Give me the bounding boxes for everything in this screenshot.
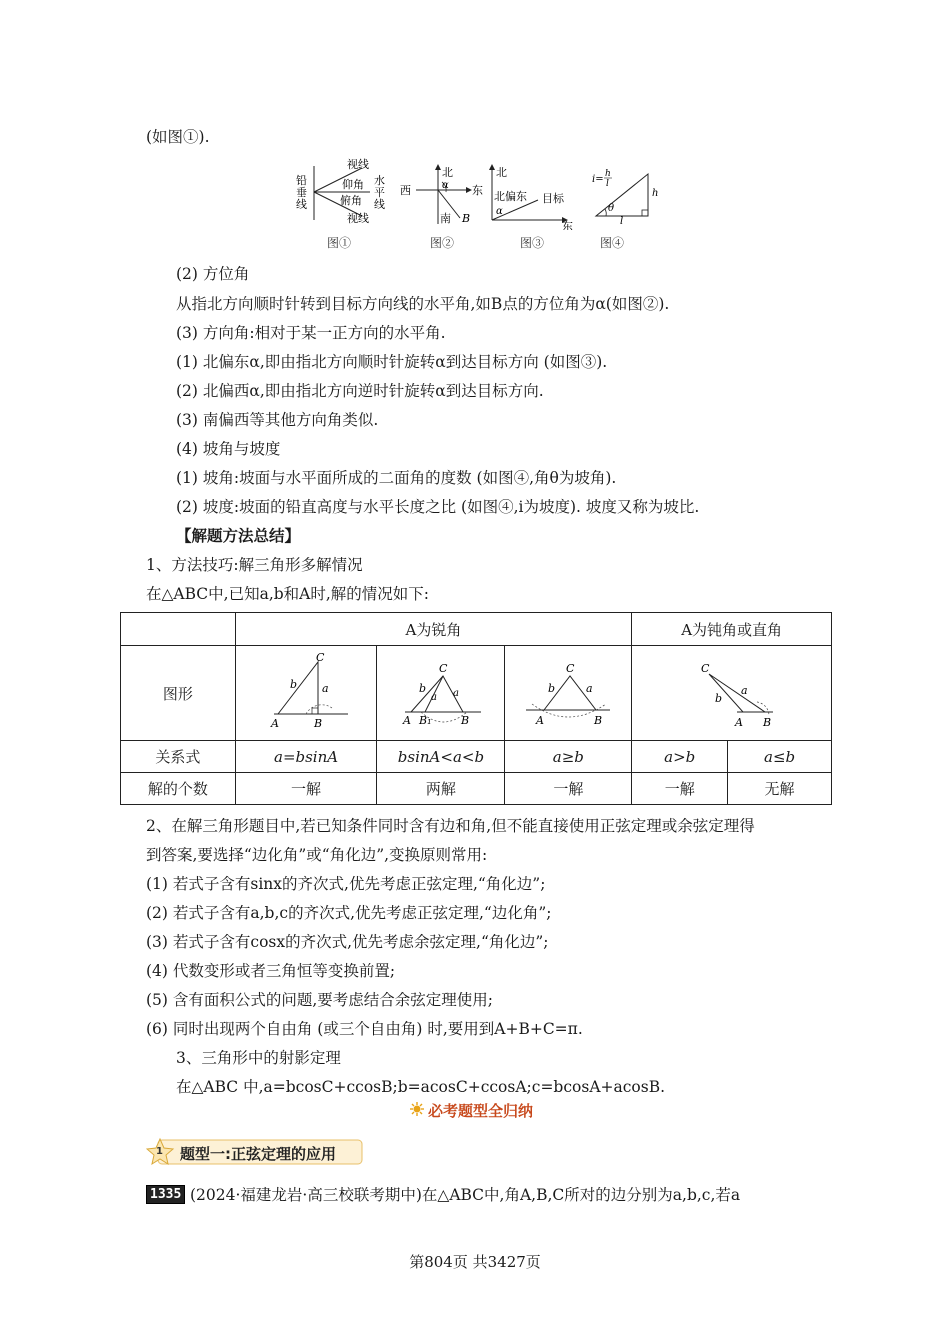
fig-cell-3 xyxy=(505,646,632,741)
figure-3-direction-angle xyxy=(488,162,588,230)
svg-text:a: a xyxy=(452,688,459,699)
line-fangxiangjiao: (3) 方向角:相对于某一正方向的水平角. xyxy=(176,324,446,342)
svg-text:C: C xyxy=(438,662,448,675)
line-projection-formula: 在△ABC 中,a=bcosC+ccosB;b=acosC+ccosA;c=bcosA+acosB. xyxy=(176,1078,666,1096)
line-method-1: 1、方法技巧:解三角形多解情况 xyxy=(146,556,363,574)
header-obtuse: A为钝角或直角 xyxy=(632,613,832,646)
count-4: 一解 xyxy=(632,773,728,805)
svg-text:b: b xyxy=(714,692,722,705)
line-rule-3: (3) 若式子含有cosx的齐次式,优先考虑余弦定理,“角化边”; xyxy=(146,933,549,951)
caption-fig4: 图④ xyxy=(600,236,625,250)
fig3-mubiao: 目标 xyxy=(542,192,564,205)
fig1-fujiao: 俯角 xyxy=(340,194,362,207)
fig1-ping: 平 xyxy=(374,186,385,199)
line-fangweijiao-def: 从指北方向顺时针转到目标方向线的水平角,如B点的方位角为α(如图②). xyxy=(176,295,670,313)
triangle-two-solutions xyxy=(391,652,491,730)
line-method-2a: 2、在解三角形题目中,若已知条件同时含有边和角,但不能直接使用正弦定理或余弦定理得 xyxy=(146,817,755,835)
svg-text:B₁: B₁ xyxy=(418,714,432,727)
svg-text:a: a xyxy=(322,682,329,695)
table-corner xyxy=(121,613,236,646)
line-rule-2: (2) 若式子含有a,b,c的齐次式,优先考虑正弦定理,“边化角”; xyxy=(146,904,552,922)
fig4-h-top: h xyxy=(605,169,611,179)
svg-text:A: A xyxy=(402,714,411,727)
fig1-xian2: 线 xyxy=(374,198,385,211)
fig2-bei: 北 xyxy=(442,166,453,179)
fig-cell-2 xyxy=(377,646,505,741)
fig2-xi: 西 xyxy=(400,184,411,197)
triangle-obtuse xyxy=(677,652,787,730)
relation-4: a>b xyxy=(632,741,728,773)
svg-text:B: B xyxy=(460,714,470,727)
fig1-xian: 线 xyxy=(296,198,307,211)
line-rule-4: (4) 代数变形或者三角恒等变换前置; xyxy=(146,962,396,980)
svg-text:b: b xyxy=(548,682,556,695)
fig4-h-side: h xyxy=(652,188,659,199)
svg-text:B: B xyxy=(314,717,323,730)
svg-text:C: C xyxy=(700,662,710,675)
type-banner xyxy=(146,1137,364,1167)
fig-cell-1 xyxy=(235,646,377,741)
count-5: 无解 xyxy=(728,773,832,805)
solutions-table xyxy=(120,612,832,805)
svg-text:B: B xyxy=(762,716,771,729)
sun-icon xyxy=(410,1102,424,1116)
line-fangweijiao: (2) 方位角 xyxy=(176,265,250,283)
triangle-right-one-solution xyxy=(256,652,356,730)
figure-2-bearing xyxy=(398,162,488,230)
problem-number: 1335 xyxy=(146,1185,185,1204)
fig2-dong: 东 xyxy=(472,184,483,197)
svg-text:A: A xyxy=(536,714,545,727)
fig2-nan: 南 xyxy=(440,212,451,225)
line-nanpianxi: (3) 南偏西等其他方向角类似. xyxy=(176,411,379,429)
svg-text:a: a xyxy=(586,682,593,695)
svg-text:a: a xyxy=(740,684,748,697)
problem-text: (2024·福建龙岩·高三校联考期中)在△ABC中,角A,B,C所对的边分别为a,b,c,若a xyxy=(190,1186,741,1204)
svg-text:A: A xyxy=(734,716,743,729)
fig3-alpha: α xyxy=(496,206,503,217)
relation-1: a=bsinA xyxy=(235,741,377,773)
fig-cell-4 xyxy=(632,646,832,741)
count-3: 一解 xyxy=(505,773,632,805)
svg-text:a: a xyxy=(430,692,437,703)
relation-3: a≥b xyxy=(505,741,632,773)
line-projection-title: 3、三角形中的射影定理 xyxy=(176,1049,341,1067)
line-beipiandong: (1) 北偏东α,即由指北方向顺时针旋转α到达目标方向 (如图③). xyxy=(176,353,608,371)
row-label-count: 解的个数 xyxy=(121,773,236,805)
caption-fig1: 图① xyxy=(327,236,352,250)
page-footer: 第804页 共3427页 xyxy=(409,1253,541,1271)
line-pojiao-podu: (4) 坡角与坡度 xyxy=(176,440,281,458)
figure-1-elevation-angle xyxy=(292,158,392,228)
svg-text:C: C xyxy=(566,662,575,675)
line-pojiao-def: (1) 坡角:坡面与水平面所成的二面角的度数 (如图④,角θ为坡角). xyxy=(176,469,617,487)
fig4-i-eq: i= xyxy=(592,174,604,185)
line-beipianxi: (2) 北偏西α,即由指北方向逆时针旋转α到达目标方向. xyxy=(176,382,544,400)
svg-text:C: C xyxy=(316,652,325,664)
line-rule-6: (6) 同时出现两个自由角 (或三个自由角) 时,要用到A+B+C=π. xyxy=(146,1020,583,1038)
fig3-beipiandong: 北偏东 xyxy=(494,190,527,203)
line-method-2b: 到答案,要选择“边化角”或“角化边”,变换原则常用: xyxy=(146,846,488,864)
svg-text:A: A xyxy=(271,717,280,730)
row-label-relation: 关系式 xyxy=(121,741,236,773)
triangle-a-ge-b xyxy=(518,652,618,730)
section-heading: 必考题型全归纳 xyxy=(428,1102,534,1120)
intro-line: (如图①). xyxy=(146,128,210,146)
svg-text:b: b xyxy=(418,682,426,695)
relation-2: bsinA<a<b xyxy=(377,741,505,773)
fig3-dong: 东 xyxy=(562,220,573,230)
caption-fig2: 图② xyxy=(430,236,455,250)
fig1-qian: 铅 xyxy=(296,174,307,187)
row-label-figure: 图形 xyxy=(121,646,236,741)
line-rule-1: (1) 若式子含有sinx的齐次式,优先考虑正弦定理,“角化边”; xyxy=(146,875,546,893)
line-rule-5: (5) 含有面积公式的问题,要考虑结合余弦定理使用; xyxy=(146,991,494,1009)
banner-text: 题型一:正弦定理的应用 xyxy=(180,1145,336,1163)
fig1-chui: 垂 xyxy=(296,186,307,199)
fig4-l-bottom: l xyxy=(606,179,609,189)
banner-star-number: 1 xyxy=(156,1146,163,1157)
fig1-shui: 水 xyxy=(374,174,385,187)
fig2-alpha: α xyxy=(442,180,449,191)
svg-text:b: b xyxy=(290,678,298,691)
caption-fig3: 图③ xyxy=(520,236,545,250)
fig2-B: B xyxy=(462,212,471,225)
figure-4-slope xyxy=(590,166,662,226)
count-1: 一解 xyxy=(235,773,377,805)
line-podu-def: (2) 坡度:坡面的铅直高度与水平长度之比 (如图④,i为坡度). 坡度又称为坡比. xyxy=(176,498,700,516)
fig4-l: l xyxy=(620,216,624,226)
line-summary-title: 【解题方法总结】 xyxy=(176,526,301,545)
fig1-shixian-bottom: 视线 xyxy=(347,212,369,225)
line-table-intro: 在△ABC中,已知a,b和A时,解的情况如下: xyxy=(146,585,430,603)
relation-5: a≤b xyxy=(728,741,832,773)
fig1-yangjiao: 仰角 xyxy=(342,178,364,191)
svg-text:B: B xyxy=(594,714,603,727)
header-acute: A为锐角 xyxy=(235,613,632,646)
fig4-theta: θ xyxy=(608,203,615,214)
fig1-shixian-top: 视线 xyxy=(347,158,369,171)
fig3-bei: 北 xyxy=(496,166,507,179)
count-2: 两解 xyxy=(377,773,505,805)
